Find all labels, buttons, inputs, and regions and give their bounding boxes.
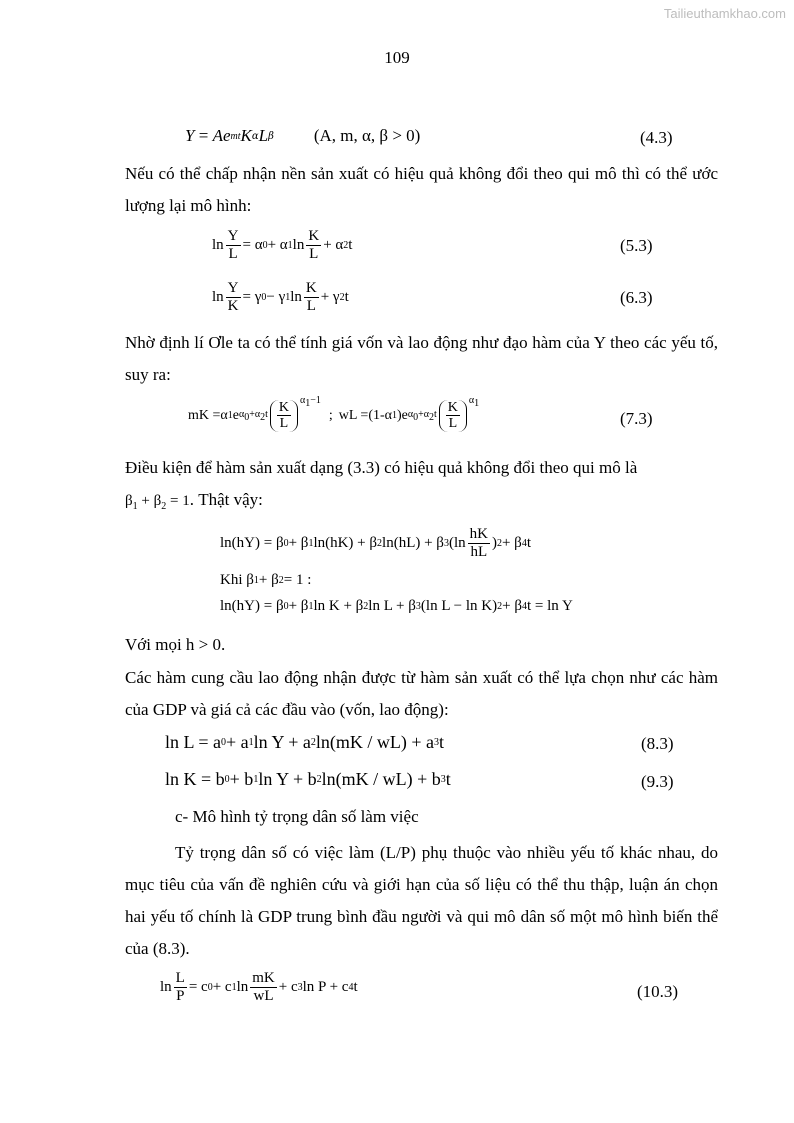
- section-heading: c- Mô hình tỷ trọng dân số làm việc: [175, 807, 419, 826]
- equation-8-3-number: (8.3): [641, 734, 674, 753]
- equation-9-3: ln K = b 0 + b 1 ln Y + b 2 ln(mK / wL) + b 3 t: [165, 769, 451, 789]
- equation-9-3-number: (9.3): [641, 772, 674, 791]
- equation-8-3: ln L = a 0 + a 1 ln Y + a 2 ln(mK / wL) + a 3 t: [165, 732, 445, 752]
- equation-5-3: ln $\frac{Y}{L}$ = α 0 + α 1 ln $\frac{K}{L}$ + α 2 t: [212, 228, 353, 262]
- paragraph-4: Các hàm cung cầu lao động nhận được từ hàm sản xuất có thể lựa chọn như các hàm của GDP và giá cả các đầu vào (vốn, lao động):: [125, 668, 718, 719]
- paragraph-3: Điều kiện để hàm sản xuất dạng (3.3) có hiệu quả không đổi theo qui mô là $\beta_1 + \beta_2 = 1$. Thật vậy:: [125, 458, 638, 512]
- page-number: 109: [384, 48, 410, 67]
- equation-6-3-number: (6.3): [620, 288, 653, 307]
- paragraph-3-tail: . Thật vậy:: [189, 490, 263, 509]
- equation-4-3-condition: (A, m, α, β > 0): [313, 126, 421, 145]
- equation-10-3: ln $\frac{L}{P}$ = c 0 + c 1 ln $\frac{mK}{wL}$ + c 3 ln P + c 4 t: [160, 970, 358, 1004]
- line-voi-moi: Với mọi h > 0.: [125, 635, 226, 654]
- equation-derivation-2: ln(hY) = β 0 + β 1 ln K + β 2 ln L + β 3 (ln L − ln K) 2 + β 4 t = ln Y: [220, 598, 573, 614]
- paragraph-5: Tỷ trọng dân số có việc làm (L/P) phụ thuộc vào nhiều yếu tố khác nhau, do mục tiêu của vấn đề nghiên cứu và giới hạn của số liệu có thể thu thập, luận án chọn hai yếu tố chính là GDP trung bình đầu người và qui mô dân số một mô hình biến thể của (8.3).: [125, 843, 718, 958]
- paragraph-3-text: Điều kiện để hàm sản xuất dạng (3.3) có hiệu quả không đổi theo qui mô là: [125, 458, 638, 477]
- equation-5-3-number: (5.3): [620, 236, 653, 255]
- khi-label: Khi: [220, 572, 243, 588]
- equation-condition: Khi β 1 + β 2 = 1 :: [220, 572, 312, 588]
- equation-7-3-number: (7.3): [620, 409, 653, 428]
- watermark: Tailieuthamkhao.com: [663, 6, 786, 21]
- equation-6-3: ln $\frac{Y}{K}$ = γ 0 − γ 1 ln $\frac{K}{L}$ + γ 2 t: [212, 280, 349, 314]
- equation-10-3-number: (10.3): [637, 982, 679, 1001]
- paragraph-2: Nhờ định lí Ơle ta có thể tính giá vốn và lao động như đạo hàm của Y theo các yếu tố, suy ra:: [125, 333, 718, 384]
- paragraph-1: Nếu có thể chấp nhận nền sản xuất có hiệu quả không đổi theo qui mô thì có thể ước lượng lại mô hình:: [125, 164, 718, 215]
- equation-derivation-1: ln(hY) = β 0 + β 1 ln(hK) + β 2 ln(hL) + β 3 (ln $\frac{hK}{hL}$ ) 2 + β 4 t: [220, 526, 531, 560]
- equation-7-3: mK =α 1 e $\alpha_0+\alpha_2t$ $\frac{K}{L}$ $^{\alpha_1 -1}$ ; wL =(1-α 1 )e $\alpha_0+\alpha_2t$ $\frac{K}{L}$ $^{\alpha_1}$: [188, 394, 480, 432]
- equation-4-3: Y = Ae mt K α L β (A, m, α, β > 0): [185, 126, 421, 145]
- equation-4-3-number: (4.3): [640, 128, 673, 147]
